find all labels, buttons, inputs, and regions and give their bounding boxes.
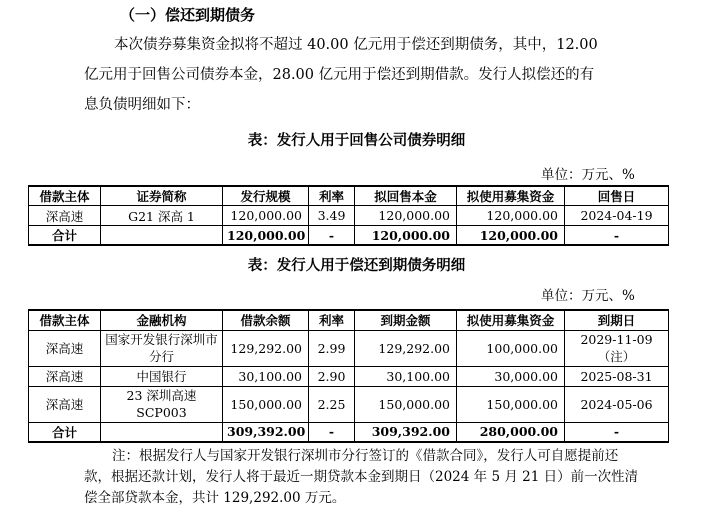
- footnote-line-3: 偿全部贷款本金，共计 129,292.00 万元。: [84, 490, 346, 506]
- table-cell: 129,292.00: [355, 330, 457, 366]
- table2-header-cell: 到期金额: [355, 310, 457, 330]
- table2-header-cell: 利率: [309, 310, 355, 330]
- table2-maturing-debts: [28, 309, 669, 443]
- table-cell: 深高速: [29, 206, 101, 226]
- table2-header-cell: 到期日: [565, 310, 669, 330]
- table-cell: 30,100.00: [223, 366, 309, 386]
- table-row: [29, 330, 669, 366]
- intro-paragraph: [84, 30, 644, 120]
- footnote-line-2: 款，根据还款计划，发行人将于最近一期贷款本金到期日（2024 年 5 月 21 日）前一次性清: [84, 469, 639, 485]
- table-cell: 309,392.00: [355, 422, 457, 442]
- table-cell: 120,000.00: [457, 206, 565, 226]
- table1-header-cell: 证券简称: [101, 186, 223, 206]
- table-cell: 深高速: [29, 386, 101, 422]
- table-cell: 2024-05-06: [565, 386, 669, 422]
- table-total-row: [29, 226, 669, 246]
- table1-caption: 表：发行人用于回售公司债券明细: [247, 132, 466, 149]
- intro-line-1: 本次债券募集资金拟将不超过 40.00 亿元用于偿还到期债务，其中，12.00: [114, 37, 598, 53]
- table-cell: 合计: [29, 226, 101, 246]
- table-row: [29, 366, 669, 386]
- table2-header-cell: 借款余额: [223, 310, 309, 330]
- table-cell: 合计: [29, 422, 101, 442]
- table-cell: [101, 422, 223, 442]
- table-cell: 中国银行: [101, 366, 223, 386]
- table1-unit: 单位：万元、%: [541, 167, 635, 183]
- table-cell: 2.25: [309, 386, 355, 422]
- table-cell: 280,000.00: [457, 422, 565, 442]
- table-total-row: [29, 422, 669, 442]
- table-cell: 120,000.00: [223, 226, 309, 246]
- table-cell: 150,000.00: [223, 386, 309, 422]
- table-cell: -: [565, 422, 669, 442]
- table-row: [29, 386, 669, 422]
- table-row: [29, 206, 669, 226]
- table-cell: [101, 226, 223, 246]
- table-cell: 150,000.00: [355, 386, 457, 422]
- table-cell: 深高速: [29, 330, 101, 366]
- table1-buyback-bonds: [28, 185, 669, 246]
- table-cell: 23 深圳高速 SCP003: [101, 386, 223, 422]
- table2-header-cell: 金融机构: [101, 310, 223, 330]
- table2-unit: 单位：万元、%: [541, 288, 635, 304]
- table-cell: 100,000.00: [457, 330, 565, 366]
- table1-header-cell: 发行规模: [223, 186, 309, 206]
- table1-header-cell: 利率: [309, 186, 355, 206]
- table-cell: 2025-08-31: [565, 366, 669, 386]
- table-cell: 309,392.00: [223, 422, 309, 442]
- table-cell: 2.99: [309, 330, 355, 366]
- table-cell: 30,000.00: [457, 366, 565, 386]
- table2-header-cell: 拟使用募集资金: [457, 310, 565, 330]
- table-cell: 129,292.00: [223, 330, 309, 366]
- table-cell: 30,100.00: [355, 366, 457, 386]
- table-cell: 国家开发银行深圳市分行: [101, 330, 223, 366]
- table1-header-cell: 借款主体: [29, 186, 101, 206]
- table-cell: 150,000.00: [457, 386, 565, 422]
- table-cell: -: [309, 226, 355, 246]
- table-cell: 120,000.00: [457, 226, 565, 246]
- intro-line-3: 息负债明细如下：: [84, 97, 200, 113]
- table1-header-cell: 拟回售本金: [355, 186, 457, 206]
- table-cell: -: [565, 226, 669, 246]
- table1-header-cell: 回售日: [565, 186, 669, 206]
- footnote-line-1: 注：根据发行人与国家开发银行深圳市分行签订的《借款合同》，发行人可自愿提前还: [112, 448, 619, 464]
- table-cell: 2029-11-09（注）: [565, 330, 669, 366]
- table2-caption: 表：发行人用于偿还到期债务明细: [247, 257, 466, 274]
- table1-header-cell: 拟使用募集资金: [457, 186, 565, 206]
- table-cell: 3.49: [309, 206, 355, 226]
- table-cell: 深高速: [29, 366, 101, 386]
- table-cell: 120,000.00: [355, 206, 457, 226]
- table-cell: -: [309, 422, 355, 442]
- table-cell: 120,000.00: [355, 226, 457, 246]
- table-cell: 120,000.00: [223, 206, 309, 226]
- table-cell: 2024-04-19: [565, 206, 669, 226]
- table2-header-cell: 借款主体: [29, 310, 101, 330]
- footnote: [84, 446, 644, 509]
- intro-line-2: 亿元用于回售公司债券本金，28.00 亿元用于偿还到期借款。发行人拟偿还的有: [84, 67, 595, 83]
- section-heading: （一）偿还到期债务: [120, 6, 256, 24]
- table-cell: 2.90: [309, 366, 355, 386]
- table-cell: G21 深高 1: [101, 206, 223, 226]
